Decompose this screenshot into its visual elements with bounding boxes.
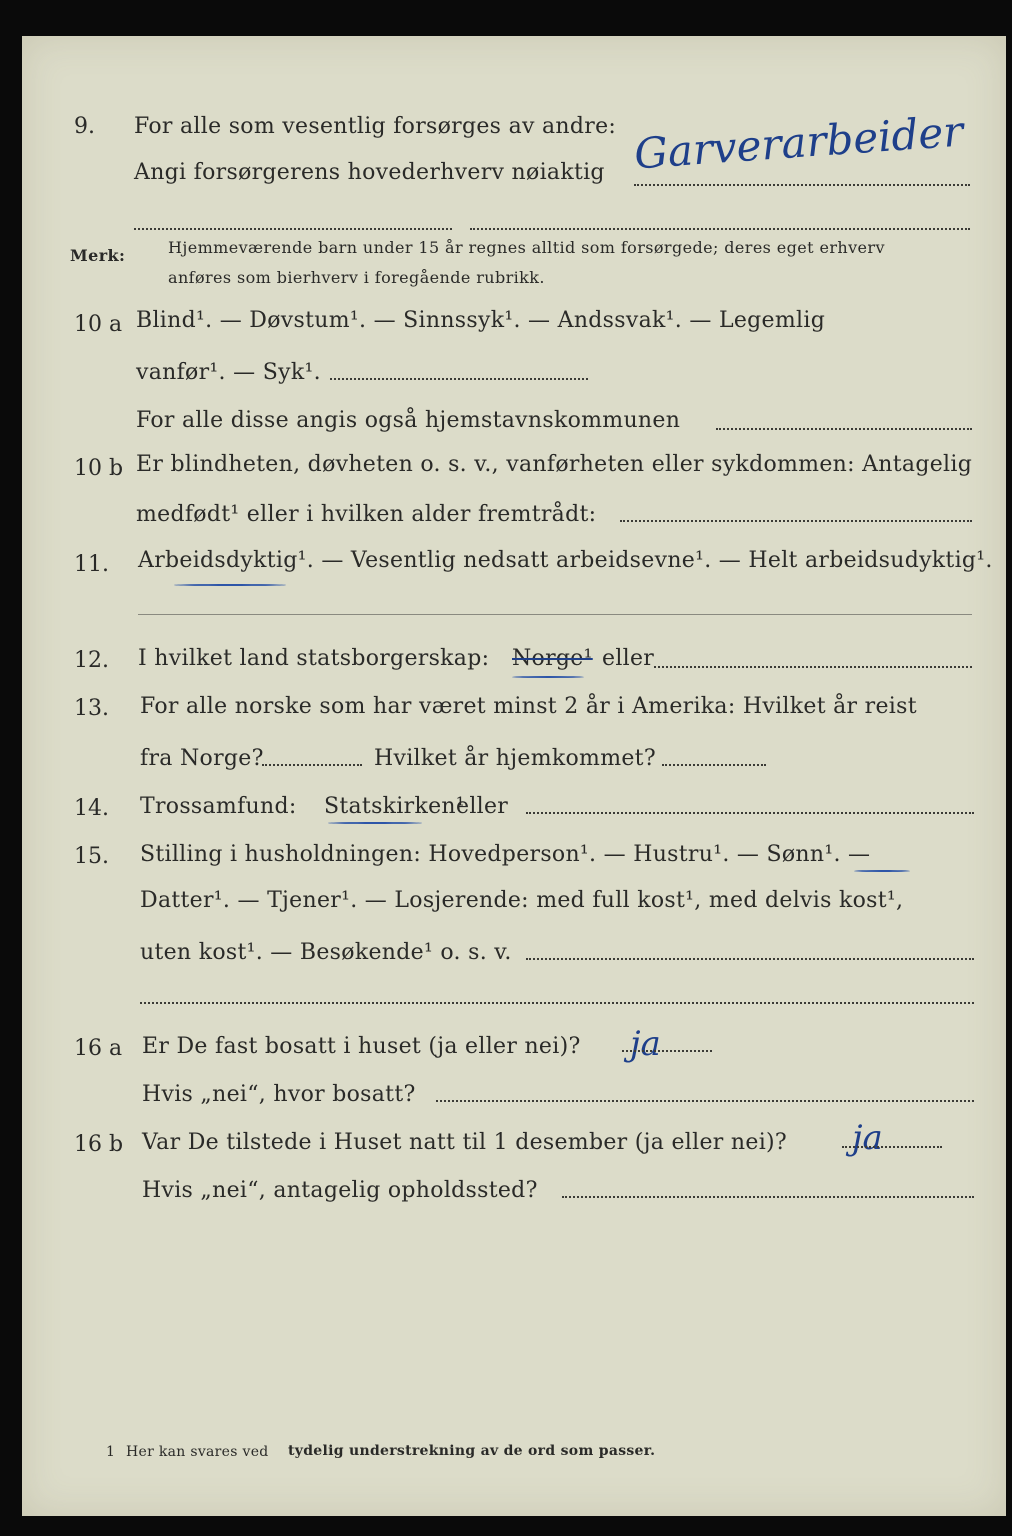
q10a-question-line3: For alle disse angis også hjemstavnskommunen xyxy=(136,408,681,433)
q10b-question-line1: Er blindheten, døvheten o. s. v., vanførheten eller sykdommen: Antagelig xyxy=(136,452,973,477)
footnote-bold-text: tydelig understrekning av de ord som passer. xyxy=(288,1443,656,1459)
q9-question-line1: For alle som vesentlig forsørges av andre: xyxy=(134,114,617,139)
q12-question-prefix: I hvilket land statsborgerskap: xyxy=(138,646,490,671)
q12-number: 12. xyxy=(74,648,109,673)
q16b-question-line2: Hvis „nei“, antagelig opholdssted? xyxy=(142,1178,538,1203)
q13-number: 13. xyxy=(74,696,109,721)
q11-underline-mark xyxy=(174,584,286,586)
q16b-handwritten-answer: ja xyxy=(852,1118,883,1158)
q14-statskirken-option: Statskirken¹ xyxy=(324,794,465,819)
q15-question-line3: uten kost¹. — Besøkende¹ o. s. v. xyxy=(140,940,512,965)
q16a-answer-line xyxy=(622,1050,712,1052)
q16b-number: 16 b xyxy=(74,1132,124,1157)
q15-answer-line xyxy=(526,958,974,960)
q15-underline-mark xyxy=(854,870,910,872)
q10a-number: 10 a xyxy=(74,312,123,337)
q11-question-line1: Arbeidsdyktig¹. — Vesentlig nedsatt arbeidsevne¹. — Helt arbeidsudyktig¹. xyxy=(138,548,993,573)
q16a-question-line2: Hvis „nei“, hvor bosatt? xyxy=(142,1082,416,1107)
merk-text-line2: anføres som bierhverv i foregående rubrikk. xyxy=(168,268,545,287)
footnote-marker: 1 xyxy=(106,1444,116,1460)
q13-question-line2a: fra Norge? xyxy=(140,746,264,771)
q14-number: 14. xyxy=(74,796,109,821)
q14-question-prefix: Trossamfund: xyxy=(140,794,297,819)
q14-underline-mark xyxy=(328,822,422,824)
q16a-question-line1: Er De fast bosatt i huset (ja eller nei)? xyxy=(142,1034,581,1059)
q10a-hometown-line xyxy=(716,428,972,430)
q9-number: 9. xyxy=(74,114,95,139)
q9-question-line2: Angi forsørgerens hovederhverv nøiaktig xyxy=(134,160,605,185)
q15-question-line2: Datter¹. — Tjener¹. — Losjerende: med full kost¹, med delvis kost¹, xyxy=(140,888,904,913)
q14-answer-line xyxy=(526,812,974,814)
q10a-answer-line xyxy=(330,378,588,380)
q16a-number: 16 a xyxy=(74,1036,123,1061)
q9-extra-line-right xyxy=(470,228,970,230)
q16a-residence-line xyxy=(436,1100,974,1102)
q9-extra-line-left xyxy=(134,228,452,230)
q10a-question-line2: vanfør¹. — Syk¹. xyxy=(136,360,321,385)
q13-question-line1: For alle norske som har været minst 2 år i Amerika: Hvilket år reist xyxy=(140,694,917,719)
q9-handwritten-answer: Garverarbeider xyxy=(632,106,965,179)
q12-underline-mark xyxy=(512,676,584,678)
census-form-page xyxy=(22,36,1006,1516)
q10b-number: 10 b xyxy=(74,456,124,481)
q12-norge-option: Norge¹ xyxy=(512,646,593,671)
q13-return-line xyxy=(662,764,766,766)
q16b-location-line xyxy=(562,1196,974,1198)
merk-text-line1: Hjemmeværende barn under 15 år regnes alltid som forsørgede; deres eget erhverv xyxy=(168,238,885,257)
q11-answer-line xyxy=(138,614,972,615)
q12-answer-line xyxy=(654,666,972,668)
q12-question-suffix: eller xyxy=(602,646,655,671)
q11-number: 11. xyxy=(74,552,109,577)
q10b-question-line2: medfødt¹ eller i hvilken alder fremtrådt: xyxy=(136,502,597,527)
q16b-answer-line xyxy=(842,1146,942,1148)
q14-question-suffix: eller xyxy=(456,794,509,819)
merk-label: Merk: xyxy=(70,246,126,265)
q15-question-line1: Stilling i husholdningen: Hovedperson¹. — Hustru¹. — Sønn¹. — xyxy=(140,842,871,867)
q13-departure-line xyxy=(262,764,362,766)
q10b-answer-line xyxy=(620,520,972,522)
q15-number: 15. xyxy=(74,844,109,869)
q16b-question-line1: Var De tilstede i Huset natt til 1 desember (ja eller nei)? xyxy=(142,1130,788,1155)
q13-question-line2b: Hvilket år hjemkommet? xyxy=(374,746,656,771)
q10a-question-line1: Blind¹. — Døvstum¹. — Sinnssyk¹. — Andssvak¹. — Legemlig xyxy=(136,308,826,333)
q16a-handwritten-answer: ja xyxy=(630,1024,661,1064)
footnote-text: Her kan svares ved xyxy=(126,1444,269,1460)
q9-answer-line xyxy=(634,184,970,186)
q15-extra-line xyxy=(140,1002,974,1004)
